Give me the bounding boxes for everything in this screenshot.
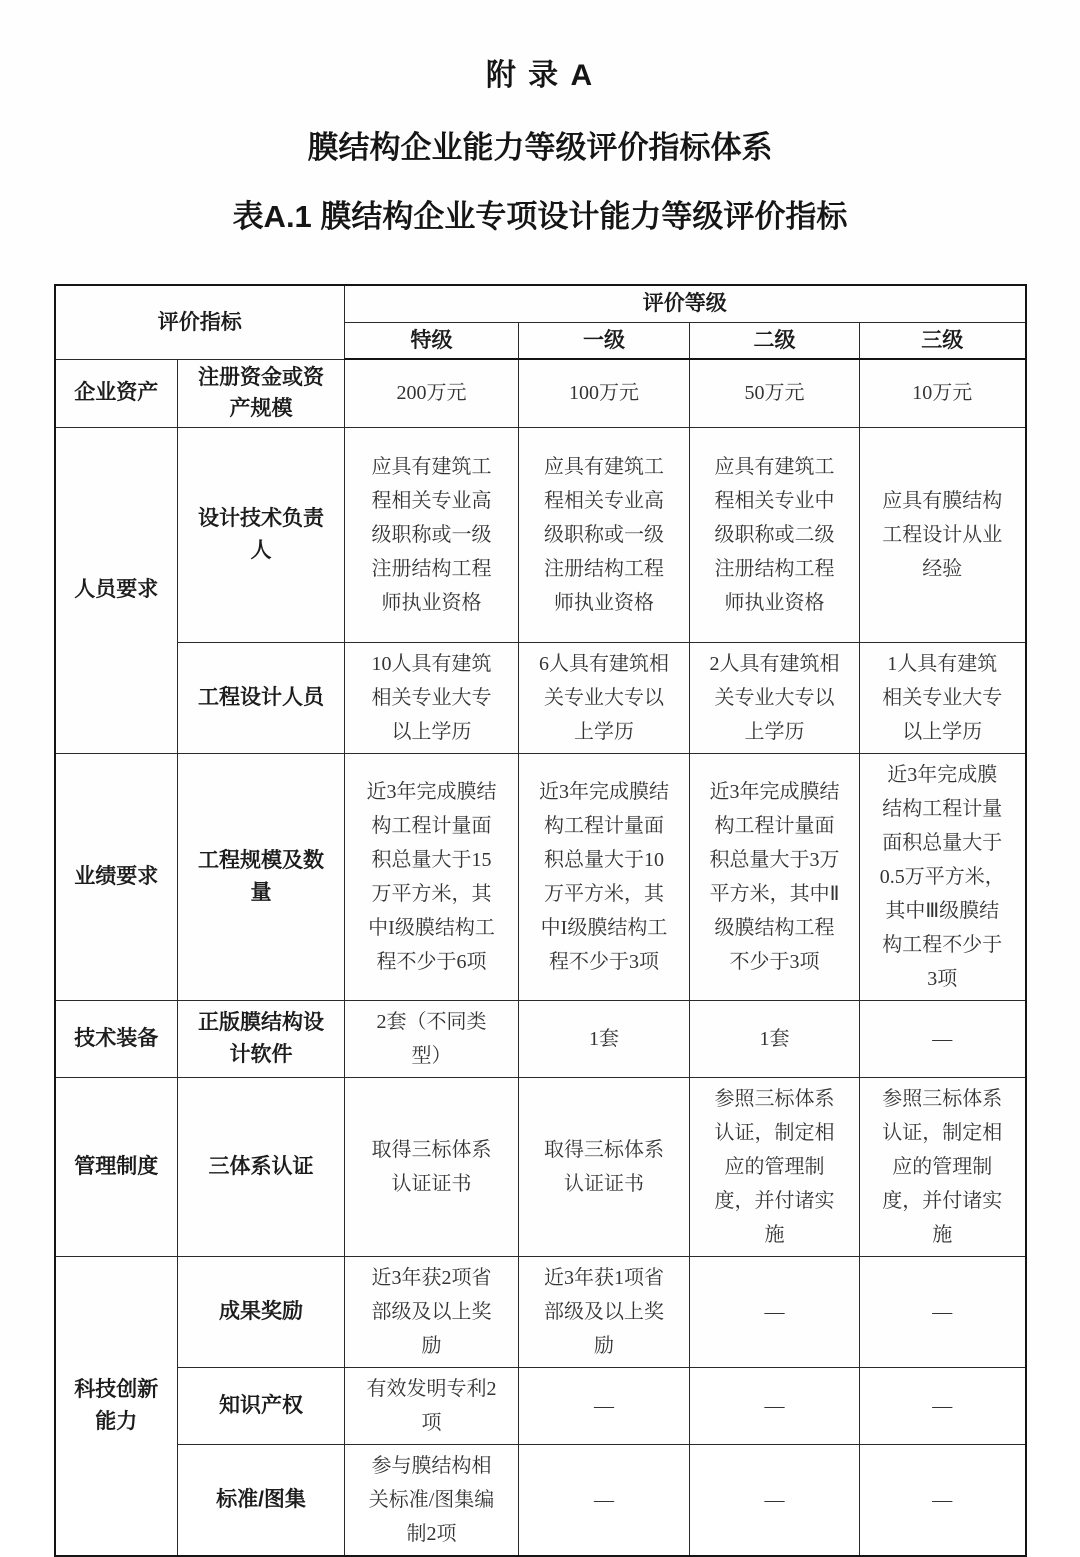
value-cell: —: [690, 1367, 860, 1444]
grade-col-header-first: 一级: [519, 322, 690, 359]
category-cell: 技术装备: [55, 1000, 178, 1077]
value-cell: 参照三标体系认证，制定相应的管理制度，并付诸实施: [690, 1077, 860, 1256]
grade-col-header-third: 三级: [860, 322, 1026, 359]
value-cell: —: [690, 1444, 860, 1556]
value-cell: —: [690, 1256, 860, 1367]
value-cell: 10人具有建筑相关专业大专以上学历: [345, 642, 519, 753]
indicator-cell: 正版膜结构设计软件: [178, 1000, 345, 1077]
table-row-standards: [55, 1444, 1026, 1556]
table-row-project-scale: [55, 753, 1026, 1000]
value-cell: 50万元: [690, 359, 860, 427]
table-row-design-staff: [55, 642, 1026, 753]
value-cell: —: [860, 1000, 1026, 1077]
value-cell: 2人具有建筑相关专业大专以上学历: [690, 642, 860, 753]
value-cell: 6人具有建筑相关专业大专以上学历: [519, 642, 690, 753]
header-row-1: [55, 285, 1026, 322]
value-cell: 近3年完成膜结构工程计量面积总量大于0.5万平方米，其中Ⅲ级膜结构工程不少于3项: [860, 753, 1026, 1000]
value-cell: 近3年完成膜结构工程计量面积总量大于15万平方米，其中I级膜结构工程不少于6项: [345, 753, 519, 1000]
value-cell: 1套: [690, 1000, 860, 1077]
value-cell: 1人具有建筑相关专业大专以上学历: [860, 642, 1026, 753]
value-cell: 取得三标体系认证证书: [345, 1077, 519, 1256]
indicator-cell: 知识产权: [178, 1367, 345, 1444]
table-row-ip: [55, 1367, 1026, 1444]
appendix-title: 附 录 A: [485, 59, 595, 92]
value-cell: 应具有建筑工程相关专业高级职称或一级注册结构工程师执业资格: [519, 427, 690, 642]
value-cell: 1套: [519, 1000, 690, 1077]
table-row-enterprise-assets: [55, 359, 1026, 427]
category-cell: 科技创新能力: [55, 1256, 178, 1556]
value-cell: —: [860, 1444, 1026, 1556]
value-cell: —: [519, 1444, 690, 1556]
indicator-cell: 成果奖励: [178, 1256, 345, 1367]
value-cell: —: [860, 1367, 1026, 1444]
value-cell: 近3年完成膜结构工程计量面积总量大于3万平方米，其中Ⅱ级膜结构工程不少于3项: [690, 753, 860, 1000]
value-cell: —: [519, 1367, 690, 1444]
category-cell: 人员要求: [55, 427, 178, 753]
table-row-awards: [55, 1256, 1026, 1367]
category-cell: 管理制度: [55, 1077, 178, 1256]
value-cell: 应具有膜结构工程设计从业经验: [860, 427, 1026, 642]
system-title: 膜结构企业能力等级评价指标体系: [307, 130, 773, 165]
value-cell: 参照三标体系认证，制定相应的管理制度，并付诸实施: [860, 1077, 1026, 1256]
indicator-cell: 设计技术负责人: [178, 427, 345, 642]
table-title: 表A.1 膜结构企业专项设计能力等级评价指标: [232, 199, 848, 234]
value-cell: 取得三标体系认证证书: [519, 1077, 690, 1256]
value-cell: 近3年完成膜结构工程计量面积总量大于10万平方米，其中I级膜结构工程不少于3项: [519, 753, 690, 1000]
value-cell: 有效发明专利2项: [345, 1367, 519, 1444]
table-row-equipment: [55, 1000, 1026, 1077]
value-cell: 近3年获1项省部级及以上奖励: [519, 1256, 690, 1367]
value-cell: 应具有建筑工程相关专业中级职称或二级注册结构工程师执业资格: [690, 427, 860, 642]
value-cell: 近3年获2项省部级及以上奖励: [345, 1256, 519, 1367]
header-indicator-label: 评价指标: [55, 285, 345, 359]
indicator-cell: 工程设计人员: [178, 642, 345, 753]
table-row-design-lead: [55, 427, 1026, 642]
value-cell: 参与膜结构相关标准/图集编制2项: [345, 1444, 519, 1556]
value-cell: 200万元: [345, 359, 519, 427]
value-cell: 应具有建筑工程相关专业高级职称或一级注册结构工程师执业资格: [345, 427, 519, 642]
category-cell: 企业资产: [55, 359, 178, 427]
table-row-management: [55, 1077, 1026, 1256]
indicator-cell: 注册资金或资产规模: [178, 359, 345, 427]
grade-col-header-special: 特级: [345, 322, 519, 359]
value-cell: 10万元: [860, 359, 1026, 427]
evaluation-table: [54, 284, 1027, 1557]
indicator-cell: 标准/图集: [178, 1444, 345, 1556]
value-cell: —: [860, 1256, 1026, 1367]
header-grade-label: 评价等级: [345, 285, 1026, 322]
indicator-cell: 三体系认证: [178, 1077, 345, 1256]
value-cell: 100万元: [519, 359, 690, 427]
grade-col-header-second: 二级: [690, 322, 860, 359]
indicator-cell: 工程规模及数量: [178, 753, 345, 1000]
value-cell: 2套（不同类型）: [345, 1000, 519, 1077]
category-cell: 业绩要求: [55, 753, 178, 1000]
